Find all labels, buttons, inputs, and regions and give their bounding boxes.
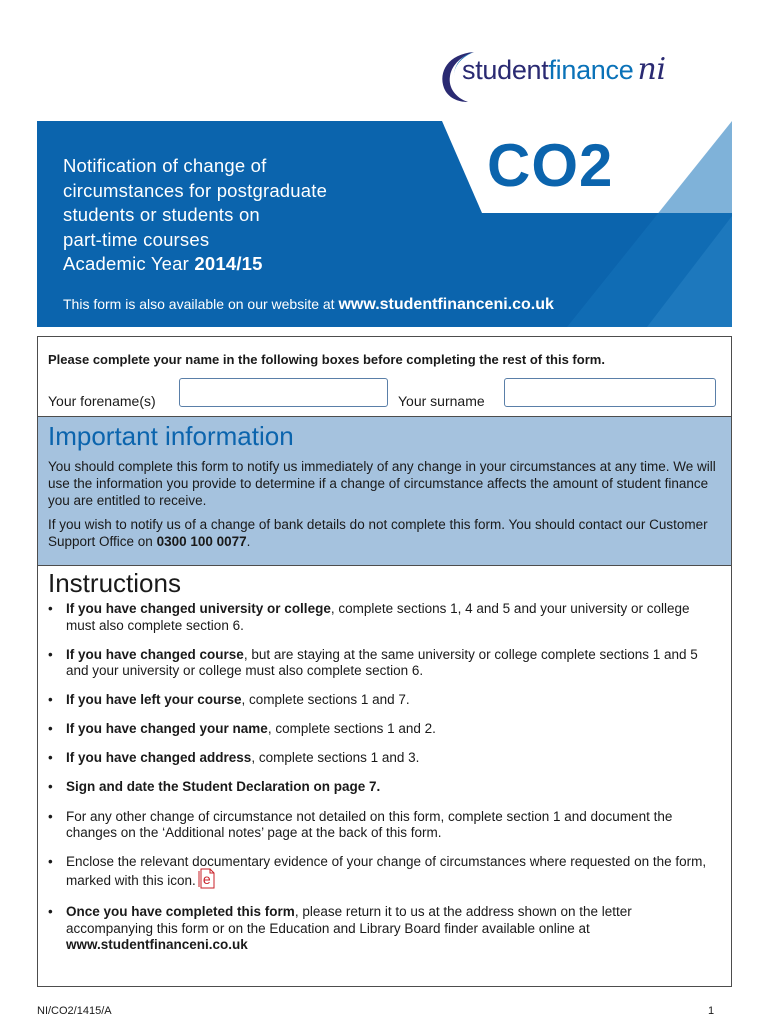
important-paragraph-2: If you wish to notify us of a change of bank details do not complete this form. You should contact our Customer Support Office on 0300 100 0077.	[48, 517, 708, 549]
form-header-banner	[37, 121, 732, 327]
form-code: CO2	[487, 132, 614, 199]
form-main-section	[37, 336, 732, 987]
website-link[interactable]: www.studentfinanceni.co.uk	[338, 296, 554, 313]
name-prompt: Please complete your name in the following boxes before completing the rest of this form.	[48, 352, 605, 367]
instruction-item: • If you have changed course, but are staying at the same university or college complete sections 1 and 5 and your university or college must also complete section 6.	[48, 646, 698, 679]
instruction-item: • If you have changed address, complete sections 1 and 3.	[48, 750, 420, 766]
instructions-list	[48, 601, 720, 966]
surname-field[interactable]	[504, 378, 716, 407]
logo-wordmark: studentfinance ni	[462, 52, 666, 87]
form-reference-code: NI/CO2/1415/A	[37, 1005, 112, 1017]
instructions-heading: Instructions	[48, 568, 181, 598]
student-finance-ni-logo	[438, 44, 738, 114]
instruction-item: • Once you have completed this form, please return it to us at the address shown on the letter accompanying this form or on the Education and Library Board finder available online at www.studentfinanceni.co.uk	[48, 904, 632, 953]
surname-label: Your surname	[398, 393, 485, 409]
important-heading: Important information	[48, 421, 294, 451]
instruction-item: • Enclose the relevant documentary evidence of your change of circumstances where requested on the form, marked with this icon. e	[48, 854, 707, 888]
form-title: Notification of change of circumstances for postgraduate students or students on part-time courses Academic Year 2014/15	[63, 154, 327, 277]
forename-label: Your forename(s)	[48, 393, 156, 409]
page-number: 1	[708, 1005, 715, 1017]
important-paragraph-1: You should complete this form to notify us immediately of any change in your circumstances at any time. We will use the information you provide to determine if a change of circumstance affects the amount of student finance you are entitled to receive.	[48, 459, 716, 508]
instruction-item: • If you have changed your name, complete sections 1 and 2.	[48, 721, 436, 737]
website-link-bottom: www.studentfinanceni.co.uk	[66, 937, 248, 953]
forename-field[interactable]	[179, 378, 388, 407]
instruction-item: • If you have changed university or college, complete sections 1, 4 and 5 and your university or college must also complete section 6.	[48, 601, 690, 633]
support-phone-number: 0300 100 0077	[156, 534, 247, 549]
instruction-item: • Sign and date the Student Declaration on page 7.	[48, 779, 381, 795]
important-information-panel	[38, 416, 731, 566]
instruction-item: • For any other change of circumstance not detailed on this form, complete section 1 and document the changes on the ‘Additional notes’ page at the back of this form.	[48, 808, 673, 841]
evidence-document-icon: e	[198, 868, 215, 889]
academic-year: Academic Year 2014/15	[63, 253, 263, 274]
website-notice: This form is also available on our website at www.studentfinanceni.co.uk	[63, 296, 554, 313]
instruction-item: • If you have left your course, complete sections 1 and 7.	[48, 692, 410, 708]
